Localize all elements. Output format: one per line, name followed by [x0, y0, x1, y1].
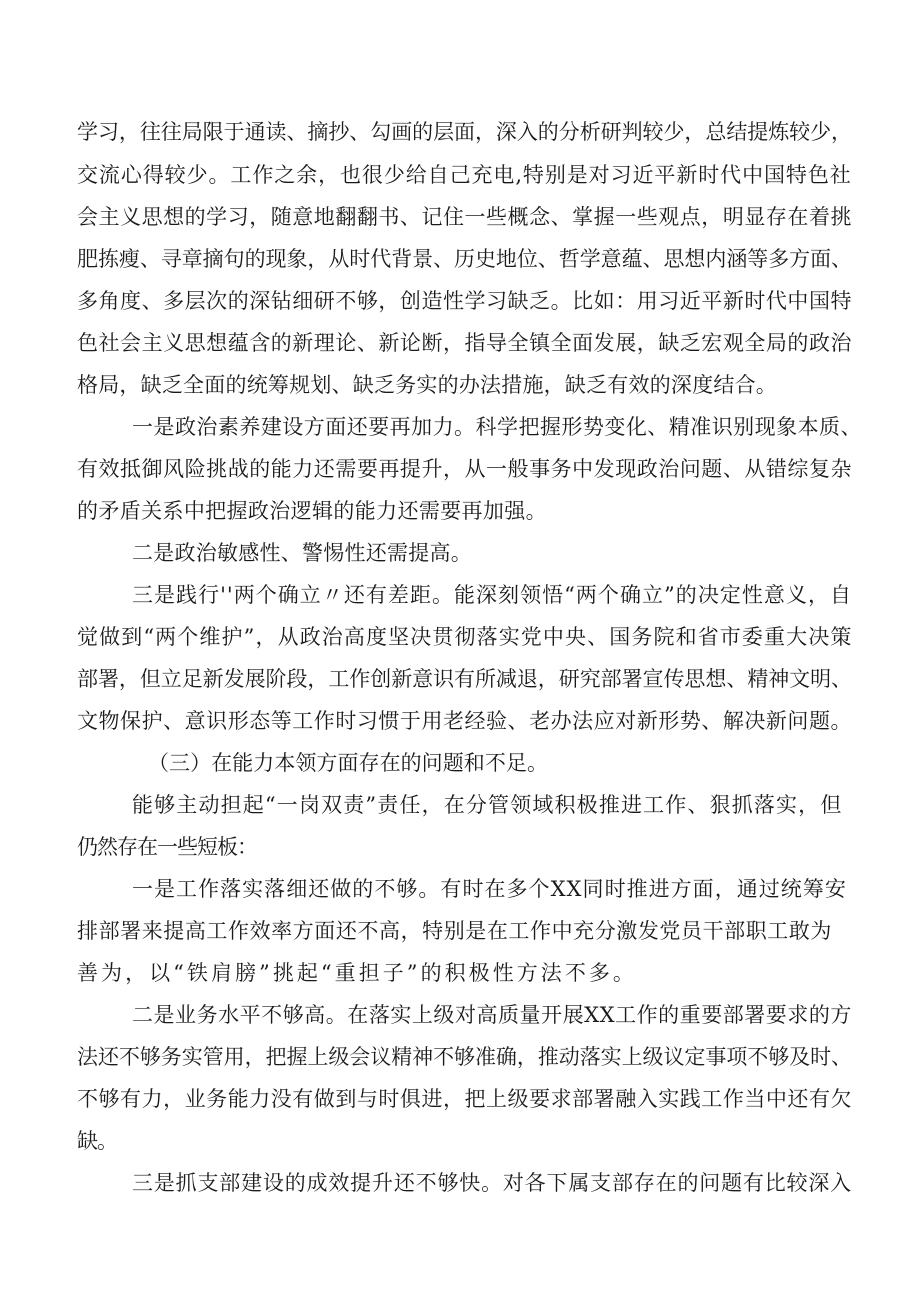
text-line: 交流心得较少。工作之余，也很少给自己充电,特别是对习近平新时代中国特色社 — [77, 163, 852, 187]
text-line: 的矛盾关系中把握政治逻辑的能力还需要再加强。 — [77, 499, 547, 523]
text-line: 不够有力，业务能力没有做到与时俱进，把上级要求部署融入实践工作当中还有欠 — [77, 1087, 852, 1111]
text-line: 二是业务水平不够高。在落实上级对高质量开展XX工作的重要部署要求的方 — [132, 1003, 852, 1027]
text-line: 会主义思想的学习，随意地翻翻书、记住一些概念、掌握一些观点，明显存在着挑 — [77, 205, 852, 229]
text-line: 排部署来提高工作效率方面还不高，特别是在工作中充分激发党员干部职工敢为 — [77, 919, 832, 943]
text-line: 格局，缺乏全面的统筹规划、缺乏务实的办法措施，缺乏有效的深度结合。 — [77, 373, 777, 397]
text-line: 三是践行''两个确立〃还有差距。能深刻领悟“两个确立”的决定性意义，自 — [132, 583, 853, 607]
text-line: 多角度、多层次的深钻细研不够，创造性学习缺乏。比如：用习近平新时代中国特 — [77, 289, 852, 313]
text-line: 三是抓支部建设的成效提升还不够快。对各下属支部存在的问题有比较深入 — [132, 1171, 852, 1195]
text-line: 肥拣瘦、寻章摘句的现象，从时代背景、历史地位、哲学意蕴、思想内涵等多方面、 — [77, 247, 852, 271]
text-line: 文物保护、意识形态等工作时习惯于用老经验、老办法应对新形势、解决新问题。 — [77, 709, 852, 733]
text-line: 有效抵御风险挑战的能力还需要再提升，从一般事务中发现政治问题、从错综复杂 — [77, 457, 852, 481]
text-line: 一是政治素养建设方面还要再加力。科学把握形势变化、精准识别现象本质、 — [132, 415, 862, 439]
text-line: 法还不够务实管用，把握上级会议精神不够准确，推动落实上级议定事项不够及时、 — [77, 1045, 852, 1069]
text-line: 能够主动担起“一岗双责”责任，在分管领域积极推进工作、狠抓落实，但 — [132, 793, 843, 817]
text-line: 色社会主义思想蕴含的新理论、新论断，指导全镇全面发展，缺乏宏观全局的政治 — [77, 331, 852, 355]
section-heading: （三）在能力本领方面存在的问题和不足。 — [148, 751, 548, 775]
text-line: 觉做到“两个维护”，从政治高度坚决贯彻落实党中央、国务院和省市委重大决策 — [77, 625, 853, 649]
text-line: 部署，但立足新发展阶段，工作创新意识有所减退，研究部署宣传思想、精神文明、 — [77, 667, 852, 691]
text-line: 学习，往往局限于通读、摘抄、勾画的层面，深入的分析研判较少，总结提炼较少， — [77, 120, 852, 144]
text-line: 仍然存在一些短板： — [77, 835, 257, 859]
text-line: 二是政治敏感性、警惕性还需提高。 — [132, 541, 472, 565]
text-line: 缺。 — [77, 1129, 117, 1153]
text-line: 善为，以“铁肩膀”挑起“重担子”的积极性方法不多。 — [77, 961, 637, 985]
text-line: 一是工作落实落细还做的不够。有时在多个XX同时推进方面，通过统筹安 — [132, 877, 847, 901]
